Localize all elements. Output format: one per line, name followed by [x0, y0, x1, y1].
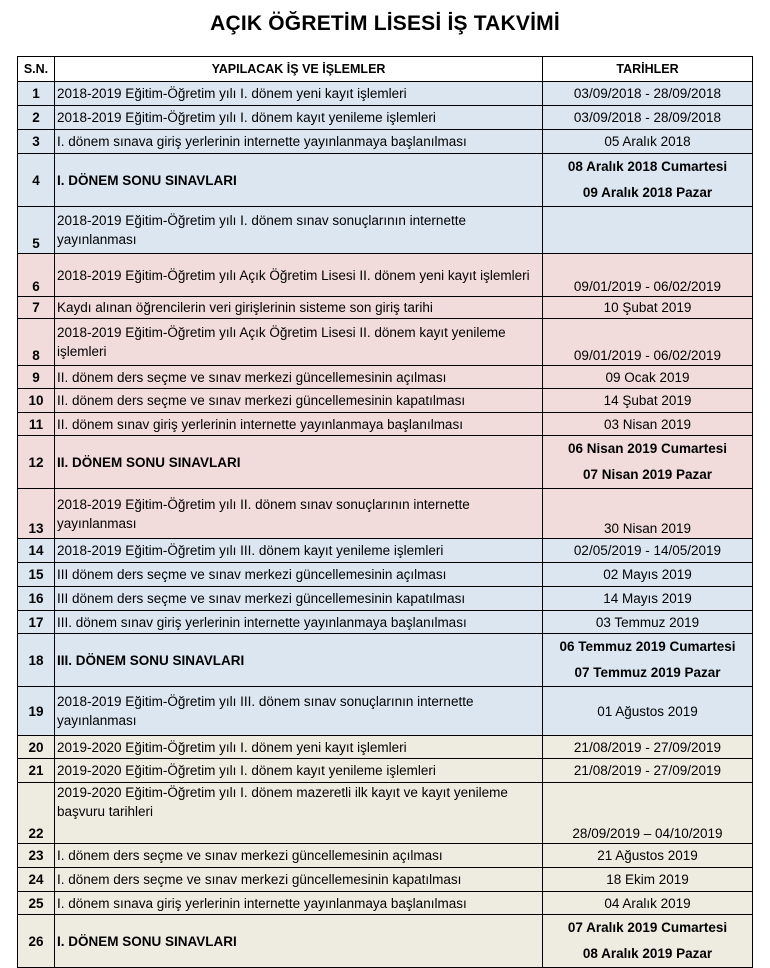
row-date: 18 Ekim 2019 [543, 868, 753, 892]
row-number: 21 [18, 759, 55, 783]
table-row [18, 759, 753, 783]
row-date: 02 Mayıs 2019 [543, 563, 753, 587]
table-row [18, 82, 753, 106]
row-number: 10 [18, 389, 55, 413]
table-row [18, 413, 753, 436]
table-row [18, 254, 753, 297]
row-task: 2018-2019 Eğitim-Öğretim yılı Açık Öğretim Lisesi II. dönem kayıt yenileme işlemleri [55, 319, 543, 366]
row-date: 05 Aralık 2018 [543, 130, 753, 154]
table-row [18, 611, 753, 634]
row-task: I. dönem ders seçme ve sınav merkezi güncellemesinin açılması [55, 844, 543, 868]
row-task: III. dönem sınav giriş yerlerinin internette yayınlanmaya başlanılması [55, 611, 543, 634]
row-task: II. dönem ders seçme ve sınav merkezi güncellemesinin kapatılması [55, 389, 543, 413]
row-number: 2 [18, 106, 55, 130]
row-task: III. DÖNEM SONU SINAVLARI [55, 634, 543, 687]
row-date [543, 634, 753, 687]
row-task: 2018-2019 Eğitim-Öğretim yılı III. dönem sınav sonuçlarının internette yayınlanması [55, 687, 543, 736]
table-row [18, 868, 753, 892]
row-date: 21/08/2019 - 27/09/2019 [543, 736, 753, 759]
table-row [18, 436, 753, 489]
row-task: III dönem ders seçme ve sınav merkezi güncellemesinin açılması [55, 563, 543, 587]
table-row [18, 915, 753, 968]
row-date-saturday: 06 Temmuz 2019 Cumartesi [559, 639, 736, 654]
table-row [18, 539, 753, 563]
table-row [18, 154, 753, 207]
row-number: 19 [18, 687, 55, 736]
row-date-saturday: 06 Nisan 2019 Cumartesi [567, 441, 728, 456]
row-number: 26 [18, 915, 55, 968]
row-date: 14 Şubat 2019 [543, 389, 753, 413]
table-row [18, 736, 753, 759]
row-task: III dönem ders seçme ve sınav merkezi güncellemesinin kapatılması [55, 587, 543, 611]
table-row [18, 892, 753, 915]
row-date-sunday: 09 Aralık 2018 Pazar [582, 185, 713, 200]
row-date: 09 Ocak 2019 [543, 366, 753, 389]
row-number: 16 [18, 587, 55, 611]
row-number: 11 [18, 413, 55, 436]
table-row [18, 366, 753, 389]
row-date: 04 Aralık 2019 [543, 892, 753, 915]
row-number: 1 [18, 82, 55, 106]
table-row [18, 389, 753, 413]
table-row [18, 844, 753, 868]
table-row [18, 130, 753, 154]
row-task: 2018-2019 Eğitim-Öğretim yılı I. dönem kayıt yenileme işlemleri [55, 106, 543, 130]
table-header-row [18, 57, 753, 82]
row-number: 8 [18, 319, 55, 366]
row-date-sunday: 07 Temmuz 2019 Pazar [574, 665, 721, 680]
row-number: 4 [18, 154, 55, 207]
row-date: 28/09/2019 – 04/10/2019 [543, 783, 753, 844]
header-task: YAPILACAK İŞ VE İŞLEMLER [55, 57, 543, 82]
row-number: 25 [18, 892, 55, 915]
row-task: I. dönem ders seçme ve sınav merkezi güncellemesinin kapatılması [55, 868, 543, 892]
row-number: 12 [18, 436, 55, 489]
table-row [18, 687, 753, 736]
table-row [18, 563, 753, 587]
row-date: 10 Şubat 2019 [543, 297, 753, 319]
row-date: 14 Mayıs 2019 [543, 587, 753, 611]
row-number: 23 [18, 844, 55, 868]
table-row [18, 783, 753, 844]
row-date [543, 915, 753, 968]
row-date: 21/08/2019 - 27/09/2019 [543, 759, 753, 783]
row-number: 24 [18, 868, 55, 892]
row-task: Kaydı alınan öğrencilerin veri girişlerinin sisteme son giriş tarihi [55, 297, 543, 319]
row-task: I. DÖNEM SONU SINAVLARI [55, 915, 543, 968]
table-row [18, 634, 753, 687]
row-task: II. DÖNEM SONU SINAVLARI [55, 436, 543, 489]
row-date: 30 Nisan 2019 [543, 489, 753, 539]
row-number: 13 [18, 489, 55, 539]
row-date [543, 436, 753, 489]
row-number: 17 [18, 611, 55, 634]
row-task: 2018-2019 Eğitim-Öğretim yılı I. dönem sınav sonuçlarının internette yayınlanması [55, 207, 543, 254]
row-task: I. dönem sınava giriş yerlerinin internette yayınlanmaya başlanılması [55, 892, 543, 915]
row-number: 20 [18, 736, 55, 759]
row-task: II. dönem sınav giriş yerlerinin internette yayınlanmaya başlanılması [55, 413, 543, 436]
row-task: 2019-2020 Eğitim-Öğretim yılı I. dönem yeni kayıt işlemleri [55, 736, 543, 759]
schedule-table [17, 56, 753, 968]
row-task: 2019-2020 Eğitim-Öğretim yılı I. dönem mazeretli ilk kayıt ve kayıt yenileme başvuru tarihleri [55, 783, 543, 844]
row-task: I. DÖNEM SONU SINAVLARI [55, 154, 543, 207]
row-task: I. dönem sınava giriş yerlerinin internette yayınlanmaya başlanılması [55, 130, 543, 154]
table-row [18, 489, 753, 539]
row-task: 2018-2019 Eğitim-Öğretim yılı Açık Öğretim Lisesi II. dönem yeni kayıt işlemleri [55, 254, 543, 297]
row-date-sunday: 07 Nisan 2019 Pazar [582, 467, 713, 482]
row-date: 01 Ağustos 2019 [543, 687, 753, 736]
row-number: 22 [18, 783, 55, 844]
row-task: II. dönem ders seçme ve sınav merkezi güncellemesinin açılması [55, 366, 543, 389]
row-date [543, 154, 753, 207]
row-date-saturday: 07 Aralık 2019 Cumartesi [567, 920, 728, 935]
table-row [18, 207, 753, 254]
page-title: AÇIK ÖĞRETİM LİSESİ İŞ TAKVİMİ [210, 12, 560, 35]
row-date: 03/09/2018 - 28/09/2018 [543, 106, 753, 130]
row-number: 5 [18, 207, 55, 254]
table-row [18, 319, 753, 366]
table-row [18, 106, 753, 130]
row-date: 03 Temmuz 2019 [543, 611, 753, 634]
header-date: TARİHLER [543, 57, 753, 82]
row-number: 6 [18, 254, 55, 297]
row-date: 02/05/2019 - 14/05/2019 [543, 539, 753, 563]
row-task: 2018-2019 Eğitim-Öğretim yılı I. dönem yeni kayıt işlemleri [55, 82, 543, 106]
row-date: 09/01/2019 - 06/02/2019 [543, 319, 753, 366]
row-date: 03 Nisan 2019 [543, 413, 753, 436]
row-number: 18 [18, 634, 55, 687]
row-number: 9 [18, 366, 55, 389]
row-number: 7 [18, 297, 55, 319]
row-task: 2018-2019 Eğitim-Öğretim yılı III. dönem kayıt yenileme işlemleri [55, 539, 543, 563]
row-date-saturday: 08 Aralık 2018 Cumartesi [567, 159, 728, 174]
table-row [18, 297, 753, 319]
row-task: 2018-2019 Eğitim-Öğretim yılı II. dönem sınav sonuçlarının internette yayınlanması [55, 489, 543, 539]
row-number: 14 [18, 539, 55, 563]
row-number: 3 [18, 130, 55, 154]
row-date [543, 207, 753, 254]
row-date: 09/01/2019 - 06/02/2019 [543, 254, 753, 297]
row-task: 2019-2020 Eğitim-Öğretim yılı I. dönem kayıt yenileme işlemleri [55, 759, 543, 783]
header-sn: S.N. [18, 57, 55, 82]
row-number: 15 [18, 563, 55, 587]
row-date: 03/09/2018 - 28/09/2018 [543, 82, 753, 106]
row-date-sunday: 08 Aralık 2019 Pazar [582, 946, 713, 961]
table-row [18, 587, 753, 611]
row-date: 21 Ağustos 2019 [543, 844, 753, 868]
